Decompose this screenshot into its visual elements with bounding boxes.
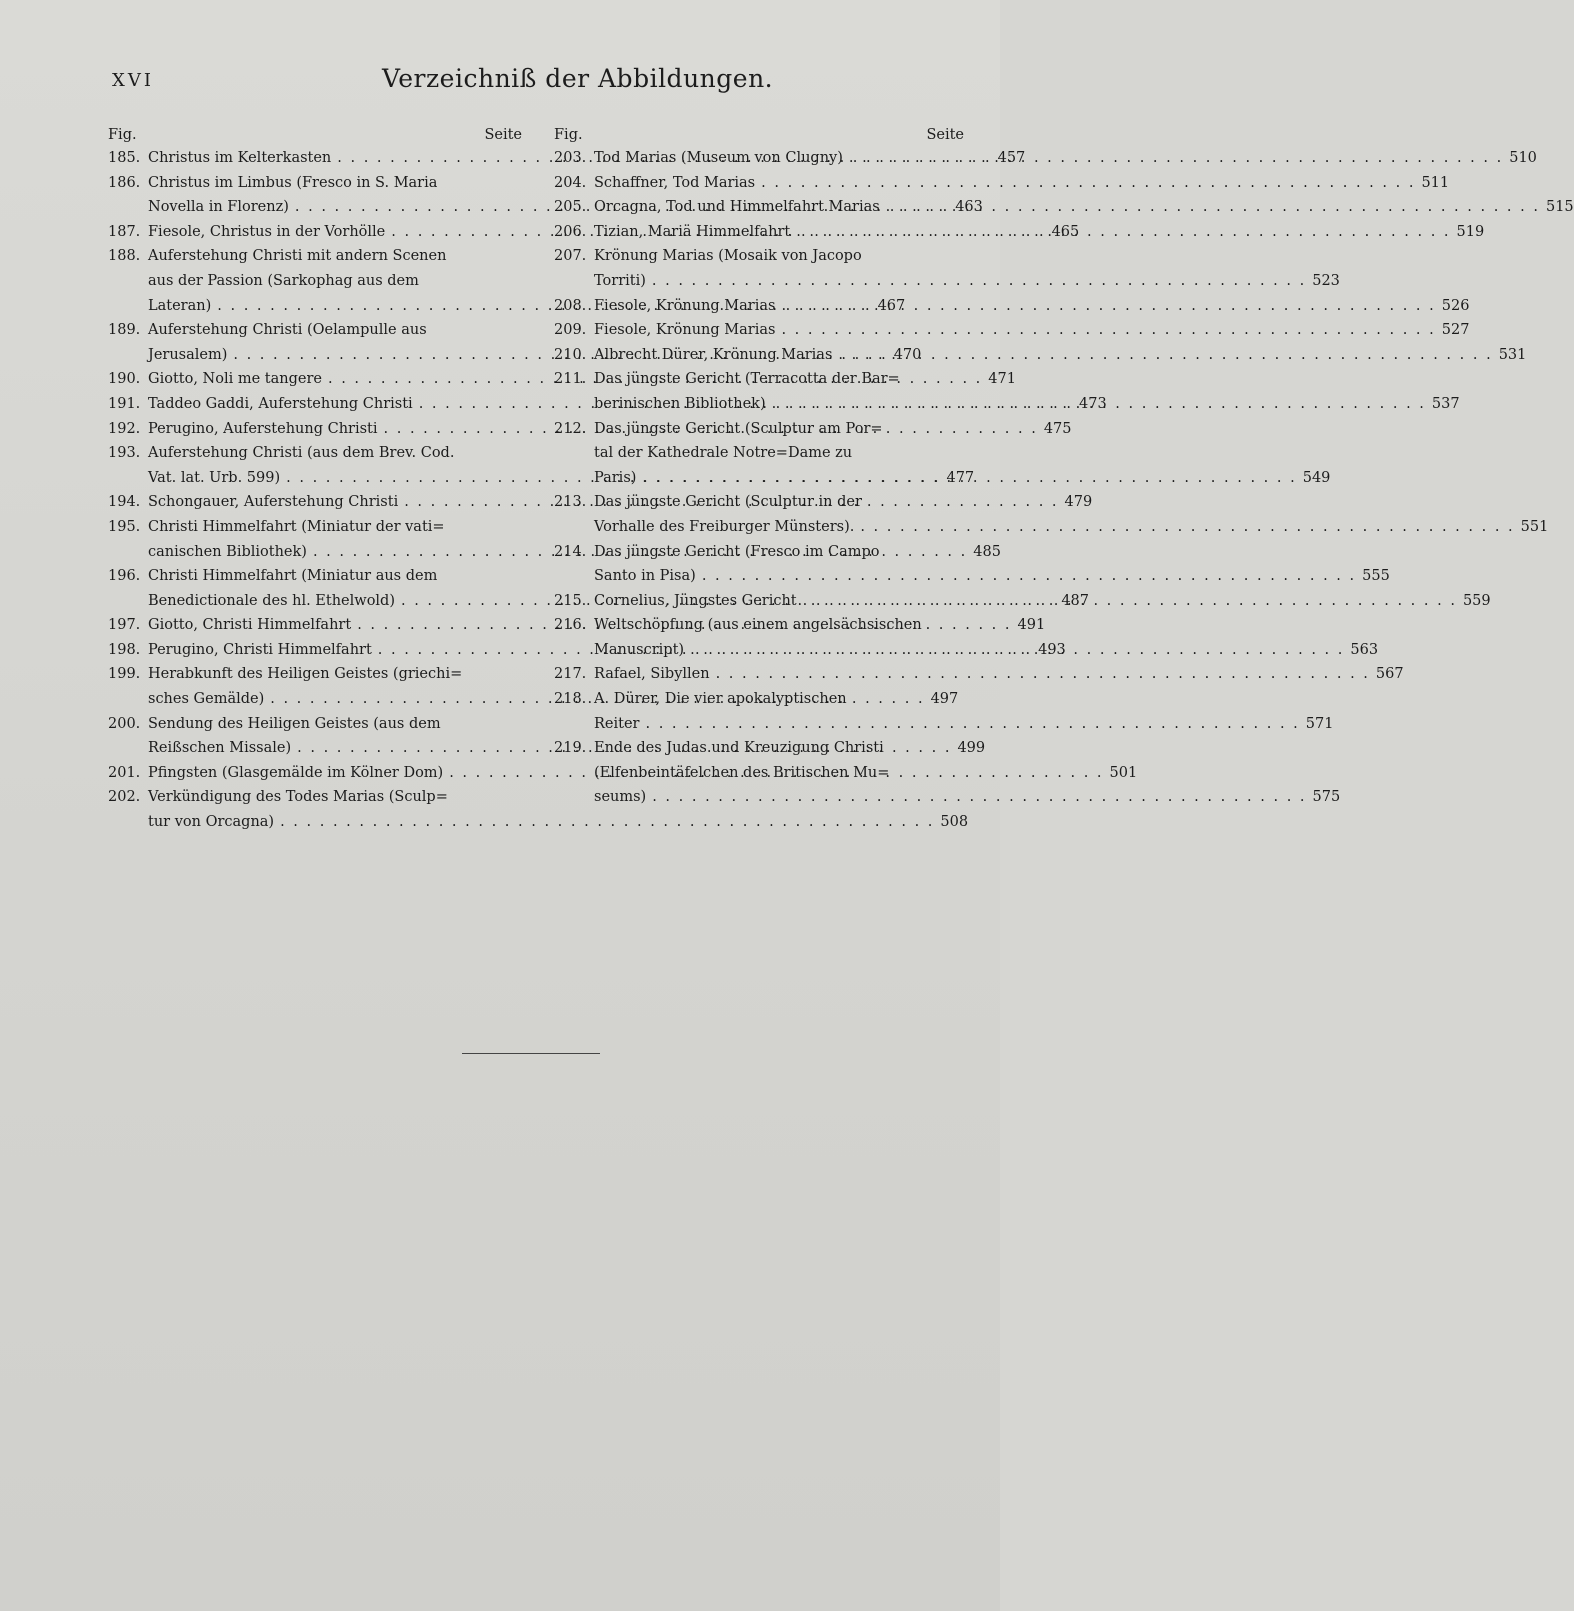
running-header (112, 62, 962, 102)
page-reference: 491 (1017, 617, 1046, 634)
caption-line: A. Dürer, Die vier apokalyptischen (594, 691, 847, 708)
leader-dots (710, 662, 1368, 687)
caption-line: Ende des Judas und Kreuzigung Christi (594, 740, 884, 757)
leader-dots (880, 195, 1538, 220)
caption-line: aus der Passion (Sarkophag aus dem (148, 272, 419, 289)
figure-number: 211. (554, 371, 587, 388)
caption-line: Das jüngste Gericht (Fresco im Campo (594, 543, 880, 560)
caption-text: Pfingsten (Glasgemälde im Kölner Dom) (148, 764, 444, 781)
right-column-head (554, 124, 964, 146)
page-number: XVI (112, 70, 154, 91)
leader-dots (684, 638, 1342, 663)
page-reference: 457 (997, 150, 1026, 166)
fig-label: Fig. (554, 127, 583, 143)
caption-line: Christi Himmelfahrt (Miniatur aus dem (148, 568, 438, 585)
page-reference: 510 (1509, 150, 1537, 166)
leader-dots (775, 294, 1433, 319)
page-reference: 508 (940, 814, 969, 831)
caption-text: Giotto, Christi Himmelfahrt (148, 617, 352, 634)
page-reference: 575 (1312, 789, 1341, 806)
caption-text: sches Gemälde) (148, 691, 265, 708)
page-reference: 567 (1375, 666, 1404, 683)
figure-number: 195. (108, 518, 141, 535)
caption-line (594, 294, 1469, 319)
caption-text: Paris) (594, 469, 637, 486)
caption-text: Reiter (594, 715, 640, 732)
figure-number: 210. (554, 346, 587, 363)
page-reference: 471 (988, 371, 1016, 388)
page-reference: 497 (930, 691, 959, 708)
page-reference: 571 (1305, 715, 1334, 732)
caption-text: Cornelius, Jüngstes Gericht (594, 592, 797, 609)
page-reference: 511 (1421, 174, 1450, 191)
page-reference: 467 (877, 297, 906, 314)
caption-text: Christus im Kelterkasten (148, 150, 332, 166)
caption-line: Das jüngste Gericht (Terracotta der Bar= (594, 371, 900, 388)
figure-number: 209. (554, 322, 587, 339)
caption-text: Manuscript) (594, 641, 685, 658)
caption-text: Lateran) (148, 297, 212, 314)
caption-line (594, 146, 1537, 171)
page-reference: 559 (1462, 592, 1491, 609)
leader-dots (843, 146, 1501, 171)
figure-number: 186. (108, 174, 141, 191)
caption-line (594, 785, 1340, 810)
page-reference: 485 (973, 543, 1001, 560)
page-reference: 563 (1350, 641, 1379, 658)
figure-number: 217. (554, 666, 587, 683)
caption-line (148, 810, 968, 835)
page-reference: 463 (955, 199, 983, 216)
figure-caption (594, 589, 1491, 614)
page-reference: 477 (946, 469, 975, 486)
leader-dots (274, 810, 932, 835)
caption-line (594, 171, 1449, 196)
caption-text: Giotto, Noli me tangere (148, 371, 322, 388)
leader-dots (646, 269, 1304, 294)
page-reference: 499 (957, 740, 986, 757)
leader-dots (832, 343, 1490, 368)
caption-line (594, 195, 1574, 220)
figure-number: 218. (554, 691, 587, 708)
figure-caption (594, 417, 1330, 491)
figure-caption (594, 294, 1469, 319)
figure-number: 193. (108, 445, 141, 462)
page-reference: 487 (1061, 592, 1089, 609)
figure-entry (554, 687, 1334, 736)
caption-text: Schaffner, Tod Marias (594, 174, 756, 191)
caption-line (594, 269, 1340, 294)
figure-number: 190. (108, 371, 141, 388)
figure-number: 187. (108, 223, 141, 240)
leader-dots (854, 515, 1512, 540)
caption-line (594, 712, 1333, 737)
leader-dots (696, 564, 1354, 589)
figure-number: 198. (108, 641, 141, 658)
caption-line: Das jüngste Gericht (Sculptur am Por= (594, 420, 883, 437)
running-title: Verzeichniß der Abbildungen. (382, 64, 774, 93)
figure-number: 214. (554, 543, 587, 560)
caption-text: Orcagna, Tod und Himmelfahrt Marias (594, 199, 880, 216)
figure-number: 199. (108, 666, 141, 683)
figure-number: 208. (554, 297, 587, 314)
caption-text: Schongauer, Auferstehung Christi (148, 494, 399, 511)
figure-number: 216. (554, 617, 587, 634)
caption-text: Santo in Pisa) (594, 568, 696, 585)
page-label: Seite (926, 127, 964, 143)
caption-text: Vorhalle des Freiburger Münsters). (594, 518, 855, 535)
caption-line (594, 638, 1378, 663)
caption-text: berinischen Bibliothek) (594, 395, 766, 412)
page-reference: 551 (1520, 518, 1549, 535)
figure-caption (594, 244, 1340, 293)
page-reference: 465 (1051, 223, 1080, 240)
figure-caption (594, 540, 1390, 589)
caption-line: Das jüngste Gericht (Sculptur in der (594, 494, 862, 511)
figure-number: 191. (108, 395, 141, 412)
fig-label: Fig. (108, 127, 137, 143)
page-reference: 523 (1312, 272, 1340, 289)
figure-entry (554, 244, 1340, 293)
caption-line: (Elfenbeintäfelchen des Britischen Mu= (594, 764, 890, 781)
caption-line: Verkündigung des Todes Marias (Sculp= (148, 789, 448, 806)
caption-text: Taddeo Gaddi, Auferstehung Christi (148, 395, 413, 412)
figure-number: 185. (108, 150, 141, 166)
figure-number: 207. (554, 248, 587, 265)
caption-text: canischen Bibliothek) (148, 543, 307, 560)
figure-number: 206. (554, 223, 587, 240)
caption-text: Perugino, Auferstehung Christi (148, 420, 378, 437)
caption-text: Fiesole, Krönung Marias (594, 297, 776, 314)
caption-line (594, 220, 1484, 245)
page-reference: 470 (893, 346, 922, 363)
page-label: Seite (484, 127, 522, 143)
figure-number: 201. (108, 764, 141, 781)
caption-line: Auferstehung Christi (aus dem Brev. Cod. (148, 445, 455, 462)
figure-number: 204. (554, 174, 587, 191)
caption-line (594, 564, 1390, 589)
page-reference: 475 (1043, 420, 1072, 437)
caption-text: Tod Marias (Museum von Clugny) (594, 150, 843, 166)
leader-dots (639, 712, 1297, 737)
page-reference: 501 (1109, 764, 1138, 781)
caption-line (594, 392, 1460, 417)
figure-caption (594, 343, 1526, 368)
figure-entry (554, 343, 1527, 368)
figure-number: 192. (108, 420, 141, 437)
caption-text: Vat. lat. Urb. 599) (148, 469, 281, 486)
leader-dots (766, 392, 1424, 417)
caption-line: Sendung des Heiligen Geistes (aus dem (148, 715, 441, 732)
figure-number: 205. (554, 199, 587, 216)
page-reference: 493 (1038, 641, 1066, 658)
figure-caption (594, 195, 1574, 220)
page-reference: 549 (1302, 469, 1331, 486)
figure-number: 196. (108, 568, 141, 585)
caption-line: Christi Himmelfahrt (Miniatur der vati= (148, 518, 445, 535)
caption-text: Tizian, Mariä Himmelfahrt (594, 223, 791, 240)
caption-line (594, 589, 1491, 614)
leader-dots (636, 466, 1294, 491)
caption-line: tal der Kathedrale Notre=Dame zu (594, 445, 853, 462)
caption-line: Auferstehung Christi mit andern Scenen (148, 248, 447, 265)
figure-number: 197. (108, 617, 141, 634)
figure-number: 219. (554, 740, 587, 757)
page-reference: 473 (1079, 395, 1107, 412)
figure-entry (554, 171, 1450, 196)
page-reference: 531 (1498, 346, 1527, 363)
caption-text: Perugino, Christi Himmelfahrt (148, 641, 372, 658)
caption-text: Fiesole, Christus in der Vorhölle (148, 223, 386, 240)
figure-number: 215. (554, 592, 587, 609)
figure-number: 202. (108, 789, 141, 806)
figure-caption (594, 490, 1548, 539)
caption-text: Fiesole, Krönung Marias (594, 322, 776, 339)
page-reference: 527 (1441, 322, 1470, 339)
caption-text: Torriti) (594, 272, 646, 289)
caption-line: Herabkunft des Heiligen Geistes (griechi= (148, 666, 463, 683)
caption-text: Reißschen Missale) (148, 740, 292, 757)
leader-dots (646, 785, 1304, 810)
figure-entry (554, 294, 1470, 319)
figure-caption (594, 687, 1333, 736)
figure-caption (594, 736, 1340, 810)
figure-entry (554, 318, 1470, 343)
caption-text: seums) (594, 789, 647, 806)
leader-dots (775, 318, 1433, 343)
figure-caption (594, 613, 1378, 662)
caption-text: Novella in Florenz) (148, 199, 289, 216)
caption-line (594, 515, 1548, 540)
figure-number: 194. (108, 494, 141, 511)
page-reference: 537 (1431, 395, 1460, 412)
figure-caption (594, 171, 1449, 196)
caption-line (594, 466, 1330, 491)
figure-number: 212. (554, 420, 587, 437)
leader-dots (797, 589, 1455, 614)
figure-number: 200. (108, 715, 141, 732)
figure-number: 189. (108, 322, 141, 339)
caption-text: Rafael, Sibyllen (594, 666, 710, 683)
caption-text: Albrecht Dürer, Krönung Marias (594, 346, 833, 363)
figure-number: 213. (554, 494, 587, 511)
caption-line (594, 662, 1404, 687)
figure-number: 203. (554, 150, 587, 166)
figure-caption (594, 662, 1404, 687)
caption-text: Jerusalem) (148, 346, 228, 363)
figure-entry (554, 662, 1404, 687)
page-reference: 555 (1362, 568, 1390, 585)
page-reference: 515 (1545, 199, 1574, 216)
figure-caption (594, 318, 1469, 343)
leader-dots (790, 220, 1448, 245)
caption-line: Krönung Marias (Mosaik von Jacopo (594, 248, 862, 265)
caption-text: Benedictionale des hl. Ethelwold) (148, 592, 395, 609)
figure-caption (594, 367, 1460, 416)
page-reference: 479 (1064, 494, 1093, 511)
figure-caption (594, 220, 1484, 245)
caption-line (594, 343, 1526, 368)
caption-line: Christus im Limbus (Fresco in S. Maria (148, 174, 438, 191)
caption-text: tur von Orcagna) (148, 814, 275, 831)
caption-line: Auferstehung Christi (Oelampulle aus (148, 322, 427, 339)
page-reference: 519 (1456, 223, 1485, 240)
closing-rule (462, 1053, 600, 1054)
figure-number: 188. (108, 248, 141, 265)
page-reference: 526 (1441, 297, 1470, 314)
caption-line (594, 318, 1469, 343)
leader-dots (755, 171, 1413, 196)
caption-line: Weltschöpfung (aus einem angelsächsischen (594, 617, 922, 634)
figure-caption (594, 146, 1537, 171)
left-column-head (108, 124, 522, 146)
